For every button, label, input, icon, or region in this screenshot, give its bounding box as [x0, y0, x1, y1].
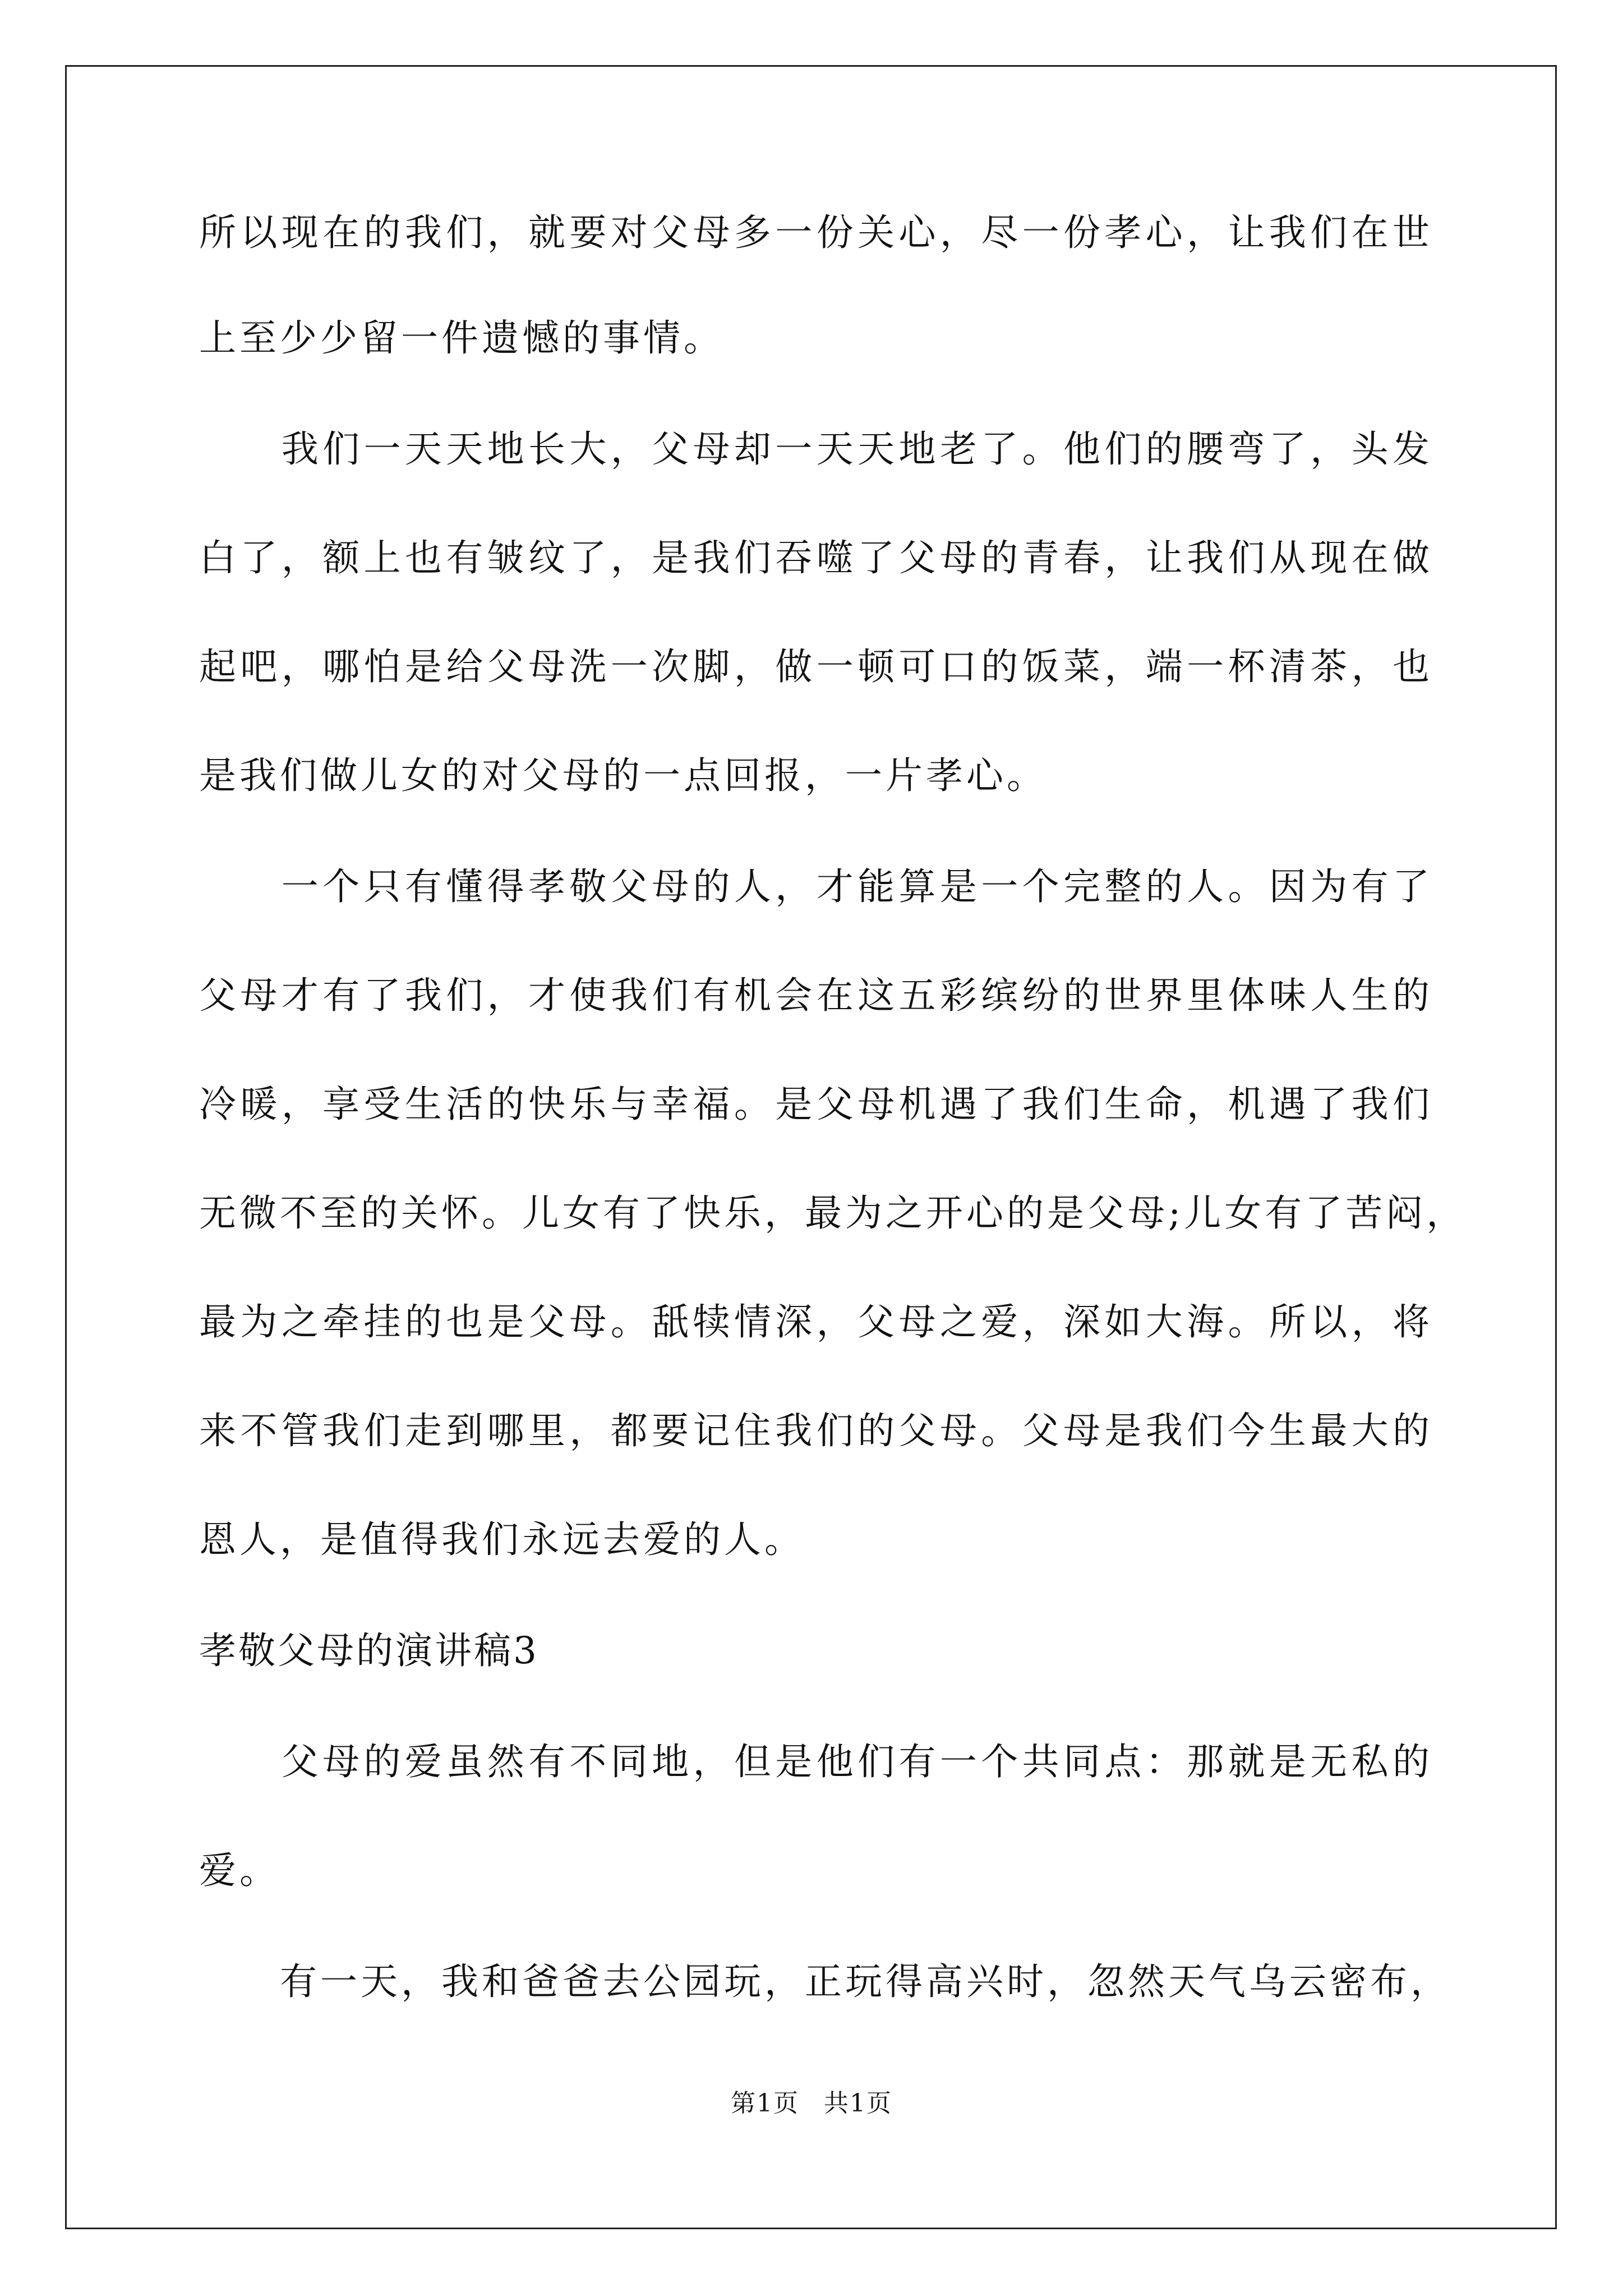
text-line: 恩人，是值得我们永远去爱的人。	[199, 1518, 805, 1561]
text-line: 爱。	[199, 1849, 280, 1892]
text-line: 冷暖，享受生活的快乐与幸福。是父母机遇了我们生命，机遇了我们	[199, 1083, 1433, 1126]
text-line: 无微不至的关怀。儿女有了快乐，最为之开心的是父母;儿女有了苦闷，	[199, 1191, 1467, 1235]
text-line: 一个只有懂得孝敬父母的人，才能算是一个完整的人。因为有了	[199, 865, 1433, 908]
text-line: 是我们做儿女的对父母的一点回报，一片孝心。	[199, 754, 1047, 797]
text-line: 来不管我们走到哪里，都要记住我们的父母。父母是我们今生最大的	[199, 1409, 1433, 1452]
page-number: 第1页	[731, 2089, 799, 2118]
text-line: 白了，额上也有皱纹了，是我们吞噬了父母的青春，让我们从现在做	[199, 536, 1433, 579]
page-footer	[0, 2088, 1623, 2119]
text-line: 父母的爱虽然有不同地，但是他们有一个共同点：那就是无私的	[199, 1740, 1433, 1783]
text-line: 起吧，哪怕是给父母洗一次脚，做一顿可口的饭菜，端一杯清茶，也	[199, 645, 1433, 688]
page-border	[65, 65, 1557, 2229]
text-line: 上至少少留一件遗憾的事情。	[199, 316, 724, 360]
section-heading: 孝敬父母的演讲稿3	[199, 1629, 539, 1672]
text-line: 有一天，我和爸爸去公园玩，正玩得高兴时，忽然天气乌云密布，	[199, 1960, 1451, 2003]
text-line: 所以现在的我们，就要对父母多一份关心，尽一份孝心，让我们在世	[199, 211, 1433, 254]
page-count: 共1页	[824, 2089, 892, 2118]
text-line: 我们一天天地长大，父母却一天天地老了。他们的腰弯了，头发	[199, 427, 1433, 471]
text-line: 父母才有了我们，才使我们有机会在这五彩缤纷的世界里体味人生的	[199, 974, 1433, 1017]
text-line: 最为之牵挂的也是父母。舐犊情深，父母之爱，深如大海。所以，将	[199, 1300, 1433, 1343]
